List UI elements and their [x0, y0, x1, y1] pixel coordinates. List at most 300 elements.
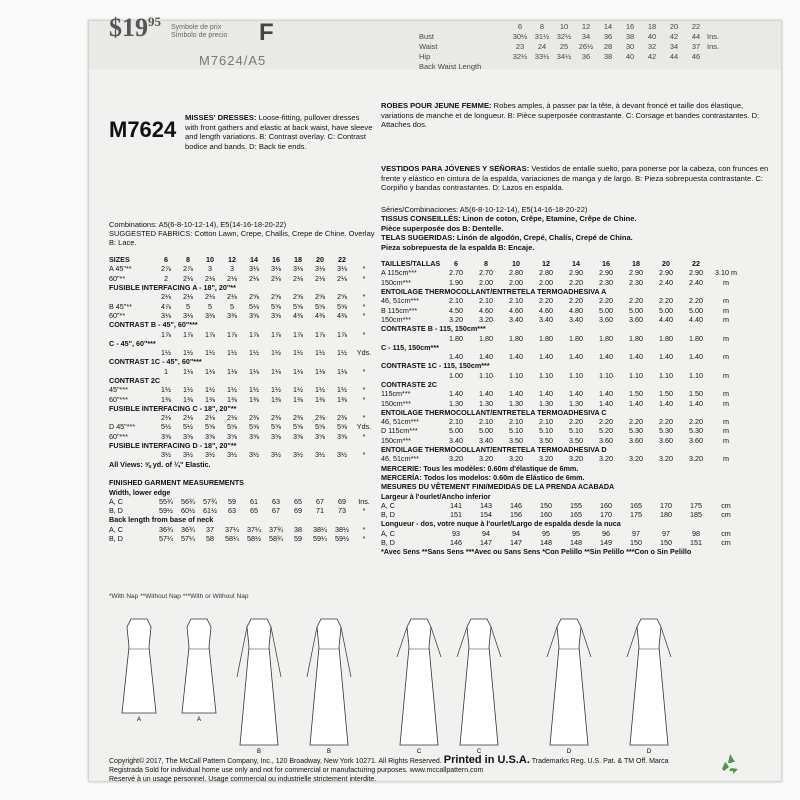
table-row	[381, 352, 771, 361]
header-cell: 20	[662, 259, 670, 269]
section-label: CONTRASTE 1C - 115, 150cm***	[381, 361, 490, 371]
table-cell: 4⅜	[293, 310, 303, 320]
table-cell: 2⅛	[183, 273, 193, 283]
table-cell: 170	[660, 500, 672, 510]
combinations: Combinations: A5(6-8-10-12-14), E5(14-16-18-20-22)	[109, 220, 287, 229]
table-cell: 4.60	[509, 305, 523, 315]
row-label: 115cm***	[381, 389, 411, 399]
table-cell: 2.10	[479, 296, 493, 306]
table-cell: 147	[510, 538, 522, 548]
table-cell: *	[362, 534, 366, 544]
table-cell: 3.50	[509, 435, 523, 445]
section-label: Back length from base of neck	[109, 515, 214, 525]
size-cell: 22	[691, 21, 701, 31]
table-cell: 3.10 m	[715, 268, 737, 278]
combinations-english	[109, 220, 379, 247]
table-cell: 1½	[315, 348, 325, 358]
table-cell: 2⅛	[315, 273, 325, 283]
table-cell: 1½	[249, 348, 259, 358]
row-label: 46, 51cm***	[381, 454, 419, 464]
table-cell: 5⅝	[337, 422, 347, 432]
table-cell: 1.10	[569, 370, 583, 380]
table-cell: 61	[250, 496, 258, 506]
table-cell: 1.40	[449, 352, 463, 362]
table-cell: 1⅛	[183, 366, 193, 376]
table-cell: 3⅜	[205, 310, 215, 320]
table-cell: 3½	[337, 450, 347, 460]
row-label: A, C	[381, 500, 395, 510]
table-cell: 2.40	[689, 277, 703, 287]
table-cell: 1⅜	[271, 394, 281, 404]
row-label: B 115cm***	[381, 305, 418, 315]
table-cell: m	[723, 417, 729, 427]
table-cell: 5.20	[599, 426, 613, 436]
section-label: MESURES DU VÊTEMENT FINI/MEDIDAS DE LA PRENDA ACABADA	[381, 482, 615, 492]
table-cell: 2⅛	[271, 273, 281, 283]
description-spanish	[381, 164, 771, 193]
header-cell: SIZES	[109, 255, 130, 265]
table-cell: 3.40	[509, 314, 523, 324]
table-cell: m	[723, 352, 729, 362]
section-label: CONTRAST 2C	[109, 376, 161, 385]
table-cell: 1.10	[479, 370, 493, 380]
table-cell: *	[362, 273, 366, 283]
section-label: ENTOILAGE THERMOCOLLANT/ENTRETELA TERMOADHESIVA A	[381, 287, 607, 297]
table-cell: 69	[294, 506, 302, 516]
measurement-cell: 26½	[578, 41, 594, 51]
row-label: 46, 51cm***	[381, 417, 419, 427]
table-cell: 1.80	[629, 333, 643, 343]
table-cell: 2.20	[629, 417, 643, 427]
measurement-cell: 30	[625, 41, 635, 51]
table-cell: 97	[662, 528, 670, 538]
header-cell: 22	[338, 255, 346, 265]
measurement-cell: 38	[603, 51, 613, 61]
size-header-row	[419, 21, 769, 31]
table-cell: 3.20	[539, 454, 553, 464]
table-cell: *	[362, 413, 366, 423]
table-cell: 2.90	[689, 268, 703, 278]
header-cell: 8	[484, 259, 488, 269]
table-cell: 2.20	[569, 417, 583, 427]
table-cell: 3.60	[629, 435, 643, 445]
table-cell: *	[362, 524, 366, 534]
row-label: B, D	[109, 506, 123, 516]
table-cell: 4.80	[569, 305, 583, 315]
table-cell: 3½	[205, 450, 215, 460]
table-cell: 1.10	[599, 370, 613, 380]
table-cell: 170	[600, 510, 612, 520]
table-cell: 5½	[183, 422, 193, 432]
table-cell: 65	[250, 506, 258, 516]
measurement-cell: 44	[669, 51, 679, 61]
table-cell: 1.40	[569, 352, 583, 362]
table-cell: 1	[164, 366, 168, 376]
table-cell: 1⅜	[293, 394, 303, 404]
garment-drawing	[182, 619, 216, 723]
table-cell: 1.80	[569, 333, 583, 343]
table-cell: 1⅛	[227, 366, 237, 376]
table-row	[109, 515, 379, 524]
table-cell: 5⅝	[271, 422, 281, 432]
table-cell: 57¼	[181, 534, 195, 544]
garment-view-label: B	[326, 749, 332, 755]
table-cell: 150	[660, 538, 672, 548]
table-cell: 2.20	[569, 296, 583, 306]
garment-outline	[240, 619, 278, 745]
table-cell: cm	[721, 500, 731, 510]
table-cell: 2⅛	[205, 273, 215, 283]
table-row	[109, 329, 379, 338]
table-cell: 146	[450, 538, 462, 548]
table-cell: 38¼	[313, 524, 327, 534]
nap-note: *With Nap **Without Nap ***With or Without Nap	[109, 593, 249, 600]
section-label: CONTRASTE 2C	[381, 380, 437, 389]
table-cell: 2.30	[629, 277, 643, 287]
size-cell: 6	[517, 21, 523, 31]
table-cell: 1.40	[569, 389, 583, 399]
table-cell: 1½	[227, 348, 237, 358]
table-cell: 3⅝	[227, 431, 237, 441]
table-cell: 3⅛	[271, 264, 281, 274]
table-cell: 3⅝	[271, 431, 281, 441]
table-cell: 5.00	[449, 426, 463, 436]
garment-outline	[310, 619, 348, 745]
table-cell: m	[723, 398, 729, 408]
table-cell: 5.10	[539, 426, 553, 436]
table-cell: 1⅜	[205, 394, 215, 404]
measurement-row	[419, 51, 769, 61]
table-row	[109, 274, 379, 283]
table-cell: 1.40	[539, 352, 553, 362]
price: $\$19^{95}$	[109, 13, 161, 42]
table-cell: 2	[164, 273, 168, 283]
table-cell: 59¼	[313, 534, 327, 544]
table-cell: 3⅛	[293, 264, 303, 274]
table-cell: 1½	[205, 348, 215, 358]
table-cell: 5.10	[569, 426, 583, 436]
copyright-text: Copyright© 2017, The McCall Pattern Company, Inc., 120 Broadway, New York 10271. All Rights Reserved.	[109, 758, 442, 765]
row-label: D 45"***	[109, 422, 136, 432]
row-label: 150cm***	[381, 314, 411, 324]
row-label: A, C	[109, 496, 123, 506]
garment-drawing	[627, 619, 671, 755]
yardage-table-english	[109, 255, 379, 543]
table-cell: 2⅝	[315, 292, 325, 302]
table-cell: 1.40	[539, 389, 553, 399]
table-cell: 3.20	[449, 454, 463, 464]
fabrics-es: TELAS SUGERIDAS: Linón de algodón, Crepé, Chalís, Crepé de China.	[381, 233, 633, 243]
section-label: Largeur à l'ourlet/Ancho inferior	[381, 491, 491, 501]
table-cell: 37¼	[225, 524, 239, 534]
table-cell: 1⅞	[337, 329, 347, 339]
table-header-row	[109, 255, 379, 264]
table-cell: 1½	[227, 385, 237, 395]
table-cell: 2.20	[539, 296, 553, 306]
garment-view-label: B	[256, 749, 262, 755]
table-cell: 147	[480, 538, 492, 548]
usage-text-fr: Reservé à un usage personnel. Usage commercial ou industrielle strictement interdite.	[109, 776, 377, 783]
table-row	[381, 278, 771, 287]
table-cell: 1.30	[449, 398, 463, 408]
table-cell: 2⅝	[271, 292, 281, 302]
table-cell: 1.30	[509, 398, 523, 408]
table-cell: 5⅝	[337, 301, 347, 311]
table-cell: 5⅝	[293, 422, 303, 432]
table-cell: 3⅝	[161, 431, 171, 441]
section-label: CONTRASTE B - 115, 150cm***	[381, 324, 486, 334]
table-cell: 3.50	[539, 435, 553, 445]
table-cell: 57¼	[159, 534, 173, 544]
table-cell: 1⅛	[205, 366, 215, 376]
section-label: CONTRAST 1C - 45", 60"***	[109, 357, 202, 367]
table-cell: *	[362, 366, 366, 376]
copyright-footer	[109, 756, 759, 784]
table-row	[109, 460, 379, 469]
table-cell: 2.00	[539, 277, 553, 287]
table-cell: 148	[540, 538, 552, 548]
table-row	[109, 320, 379, 329]
pattern-envelope-back	[88, 13, 782, 783]
size-cell: 8	[539, 21, 545, 31]
table-cell: 3½	[183, 450, 193, 460]
measurement-cell: 38	[625, 31, 635, 41]
printed-in: Printed in U.S.A.	[443, 754, 530, 766]
table-row	[381, 454, 771, 463]
table-cell: 56¾	[181, 496, 195, 506]
table-cell: m	[723, 435, 729, 445]
table-cell: 2.20	[599, 417, 613, 427]
row-label: 45"***	[109, 385, 128, 395]
table-cell: 2.00	[479, 277, 493, 287]
table-cell: 3⅛	[183, 310, 193, 320]
table-cell: 1½	[183, 348, 193, 358]
garment-drawing	[122, 619, 156, 723]
table-cell: 5.30	[629, 426, 643, 436]
table-cell: 5½	[161, 422, 171, 432]
table-cell: 1.10	[689, 370, 703, 380]
section-label: FUSIBLE INTERFACING D - 18", 20"**	[109, 441, 237, 451]
table-cell: 37¾	[269, 524, 283, 534]
table-row	[109, 432, 379, 441]
description-text: Vestidos de entalle suelto, para ponerse por la cabeza, con frunces en frente y elástico en cintura de la espalda, variaciones de manga y de largo. B: Pieza sobrepuesta contrastante. C: Corpiño y bandas contrastantes. D: Lazos en espalda.	[381, 164, 769, 193]
table-cell: 2⅜	[249, 413, 259, 423]
table-row	[109, 385, 379, 394]
table-cell: cm	[721, 510, 731, 520]
table-cell: 1.50	[689, 389, 703, 399]
table-cell: 3.20	[479, 314, 493, 324]
table-cell: 1⅛	[249, 366, 259, 376]
table-cell: 2⅛	[227, 273, 237, 283]
table-cell: 1.80	[509, 333, 523, 343]
table-cell: 5.00	[599, 305, 613, 315]
table-cell: 2⅝	[337, 292, 347, 302]
table-cell: 1.40	[599, 398, 613, 408]
pattern-code: M7624/A5	[199, 53, 267, 68]
table-cell: 175	[690, 500, 702, 510]
table-cell: 3⅜	[227, 310, 237, 320]
table-row	[109, 394, 379, 403]
table-cell: 67	[316, 496, 324, 506]
table-row	[109, 404, 379, 413]
measurement-cell: 31½	[534, 31, 550, 41]
trademark-text: Trademarks Reg. U.S. Pat. & TM Off. Marca	[531, 758, 669, 765]
table-cell: 60½	[181, 506, 195, 516]
table-cell: 180	[660, 510, 672, 520]
fabrics-fr: TISSUS CONSEILLÉS: Linon de coton, Crêpe, Etamine, Crêpe de Chine.	[381, 214, 637, 224]
table-cell: 37¼	[247, 524, 261, 534]
table-row	[381, 371, 771, 380]
table-cell: 3.20	[629, 454, 643, 464]
row-label: A 45"**	[109, 264, 132, 274]
garment-drawing	[547, 619, 591, 755]
header-cell: 18	[294, 255, 302, 265]
measurement-cell: 32½	[512, 51, 528, 61]
table-cell: 2.20	[569, 277, 583, 287]
price-label: Symbole de prix Símbolo de precio	[171, 24, 228, 39]
table-cell: 3½	[315, 450, 325, 460]
table-cell: 2.10	[509, 296, 523, 306]
table-cell: 2⅛	[183, 413, 193, 423]
row-label: 150cm***	[381, 435, 411, 445]
table-cell: 2.20	[659, 417, 673, 427]
table-cell: 1⅞	[293, 329, 303, 339]
measurement-row	[419, 31, 769, 41]
section-label: ENTOILAGE THERMOCOLLANT/ENTRETELA TERMOADHESIVA C	[381, 407, 607, 417]
table-cell: 2.10	[509, 417, 523, 427]
table-cell: 175	[630, 510, 642, 520]
header-cell: 12	[542, 259, 550, 269]
table-cell: 1⅛	[293, 366, 303, 376]
table-cell: 1.40	[599, 389, 613, 399]
table-cell: Yds.	[356, 422, 372, 432]
table-cell: 1.40	[509, 352, 523, 362]
table-cell: 2⅜	[315, 413, 325, 423]
table-cell: 1½	[293, 348, 303, 358]
table-cell: 1.40	[479, 352, 493, 362]
table-cell: 2⅛	[337, 273, 347, 283]
table-cell: 1.40	[449, 389, 463, 399]
table-cell: 4.60	[479, 305, 493, 315]
table-cell: 2.10	[539, 417, 553, 427]
table-cell: *	[362, 310, 366, 320]
table-row	[109, 283, 379, 292]
measurement-cell: 32	[647, 41, 657, 51]
table-row	[109, 376, 379, 385]
table-cell: 2⅛	[161, 292, 171, 302]
garment-outline	[122, 619, 156, 713]
header-cell: 22	[692, 259, 700, 269]
table-cell: 3⅝	[337, 431, 347, 441]
row-label: A, C	[381, 528, 395, 538]
table-cell: 5.00	[689, 305, 703, 315]
table-cell: 2.10	[449, 417, 463, 427]
table-cell: 3.60	[689, 435, 703, 445]
table-cell: 1.40	[659, 352, 673, 362]
table-cell: 5	[186, 301, 190, 311]
table-cell: 156	[510, 510, 522, 520]
table-cell: 36¾	[159, 524, 173, 534]
table-cell: 71	[316, 506, 324, 516]
table-row	[381, 491, 771, 500]
table-cell: 3.20	[689, 454, 703, 464]
table-cell: 3.60	[659, 435, 673, 445]
table-cell: 3⅛	[161, 310, 171, 320]
table-cell: 58¼	[225, 534, 239, 544]
table-cell: *	[362, 301, 366, 311]
table-cell: 5.10	[509, 426, 523, 436]
header-cell: 16	[602, 259, 610, 269]
garment-view-label: C	[416, 749, 422, 755]
table-cell: 2.10	[479, 417, 493, 427]
combinations: Séries/Combinaciones: A5(6-8-10-12-14), E5(14-16-18-20-22)	[381, 205, 588, 214]
header-cell: 10	[206, 255, 214, 265]
table-cell: 1½	[161, 348, 171, 358]
table-cell: 67	[272, 506, 280, 516]
table-cell: 1⅜	[183, 394, 193, 404]
table-row	[109, 292, 379, 301]
table-cell: *	[362, 431, 366, 441]
table-cell: 2.90	[599, 268, 613, 278]
table-cell: 3⅝	[249, 431, 259, 441]
table-cell: 5	[230, 301, 234, 311]
table-row	[381, 436, 771, 445]
table-cell: 3½	[161, 450, 171, 460]
table-row	[381, 315, 771, 324]
table-cell: 3⅝	[249, 310, 259, 320]
table-cell: 1½	[271, 348, 281, 358]
description-text: Loose-fitting, pullover dresses with front gathers and elastic at back waist, have sleeve and length variations. B: Contrast overlay. C: Contrast bodice and bands. D: Back tie ends.	[185, 113, 373, 151]
table-cell: 95	[572, 528, 580, 538]
table-cell: 1.30	[479, 398, 493, 408]
table-cell: 2.20	[599, 296, 613, 306]
table-cell: 1⅞	[271, 329, 281, 339]
table-cell: 1½	[249, 385, 259, 395]
table-cell: 5	[208, 301, 212, 311]
size-cell: 18	[647, 21, 657, 31]
unit-cell: Ins.	[707, 31, 720, 41]
table-cell: *	[362, 264, 366, 274]
table-cell: 4.50	[449, 305, 463, 315]
row-label: A, C	[109, 524, 123, 534]
header-cell: 16	[272, 255, 280, 265]
table-cell: 3½	[249, 450, 259, 460]
table-cell: 1.00	[449, 370, 463, 380]
table-cell: m	[723, 296, 729, 306]
section-label: C - 45", 60"***	[109, 338, 156, 348]
table-cell: *	[362, 385, 366, 395]
row-label: B, D	[109, 534, 123, 544]
measurement-cell: 23	[515, 41, 525, 51]
row-label: B 45"**	[109, 301, 132, 311]
table-row	[381, 519, 771, 528]
measurement-cell: 25	[559, 41, 569, 51]
section-label: Width, lower edge	[109, 487, 171, 497]
header-cell: 8	[186, 255, 190, 265]
pattern-number: M7624	[109, 117, 177, 142]
table-cell: 1.40	[599, 352, 613, 362]
row-label: B, D	[381, 538, 395, 548]
table-cell: 148	[570, 538, 582, 548]
size-cell: 16	[625, 21, 635, 31]
table-cell: 2⅛	[183, 292, 193, 302]
table-cell: *	[362, 329, 366, 339]
table-row	[109, 413, 379, 422]
garment-view-label: C	[476, 749, 482, 755]
table-cell: 154	[480, 510, 492, 520]
table-cell: 58½	[247, 534, 261, 544]
table-cell: 1.80	[539, 333, 553, 343]
